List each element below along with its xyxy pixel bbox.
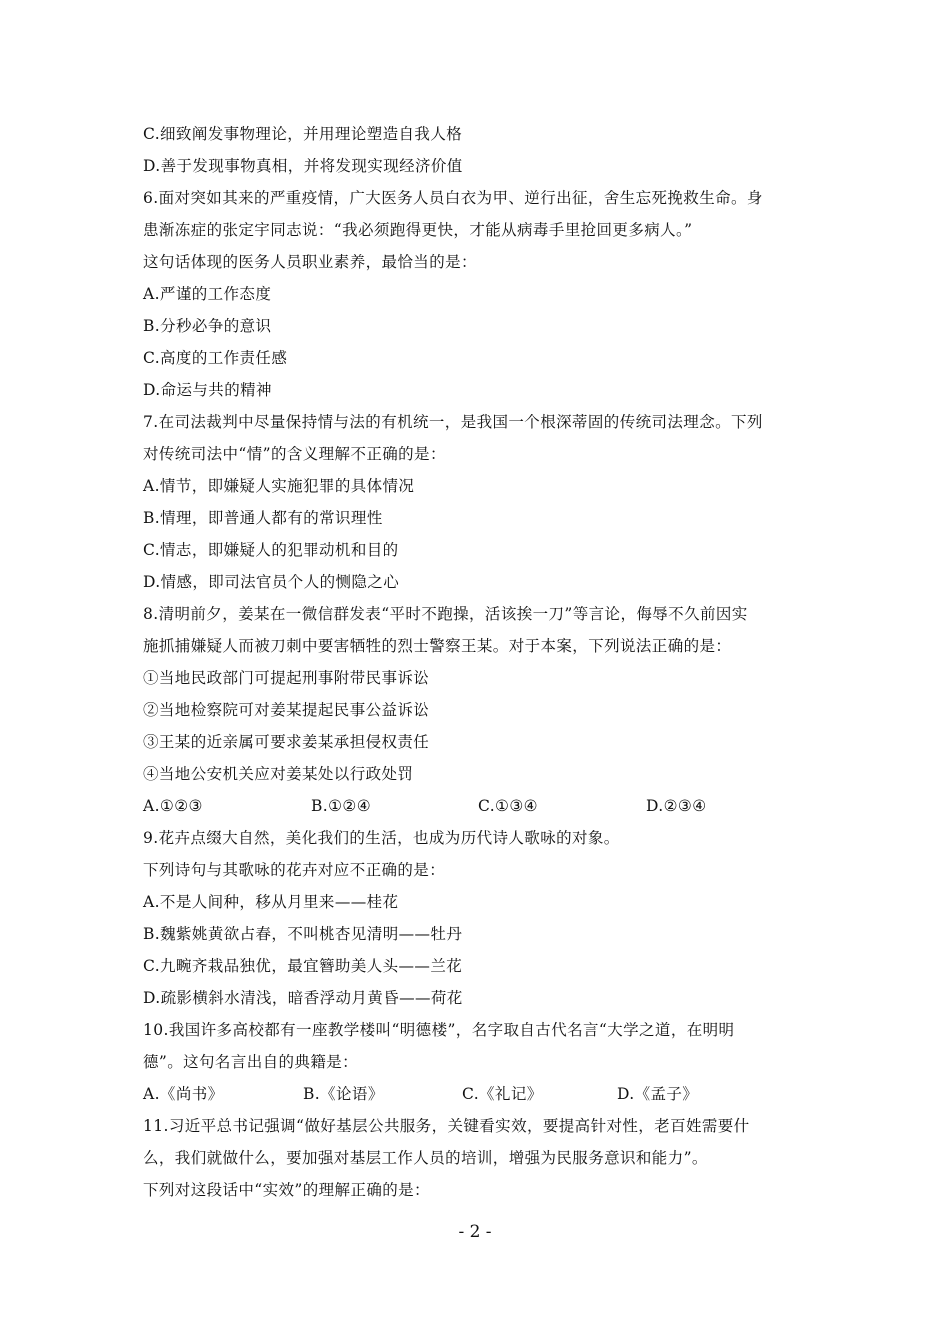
text-line: 对传统司法中“情”的含义理解不正确的是： bbox=[143, 445, 446, 463]
page-number: - 2 - bbox=[458, 1222, 492, 1242]
option-a: A.《尚书》 bbox=[143, 1085, 224, 1103]
option-b: B.①②④ bbox=[311, 797, 372, 815]
text-line: C.细致阐发事物理论，并用理论塑造自我人格 bbox=[143, 125, 463, 143]
text-line: 下列诗句与其歌咏的花卉对应不正确的是： bbox=[143, 861, 446, 879]
question-8-options bbox=[0, 790, 950, 822]
option-line: D.疏影横斜水清浅，暗香浮动月黄昏——荷花 bbox=[143, 989, 463, 1007]
option-line: B.魏紫姚黄欲占春，不叫桃杏见清明——牡丹 bbox=[143, 925, 463, 943]
option-line: B.分秒必争的意识 bbox=[143, 317, 272, 335]
option-c: C.①③④ bbox=[478, 797, 538, 815]
question-7-stem: 7.在司法裁判中尽量保持情与法的有机统一，是我国一个根深蒂固的传统司法理念。下列 bbox=[143, 413, 763, 431]
option-line: D.情感，即司法官员个人的恻隐之心 bbox=[143, 573, 400, 591]
question-10-stem: 10.我国许多高校都有一座教学楼叫“明德楼”，名字取自古代名言“大学之道，在明明 bbox=[143, 1021, 735, 1039]
statement-line: ①当地民政部门可提起刑事附带民事诉讼 bbox=[143, 669, 430, 687]
option-d: D.《孟子》 bbox=[617, 1085, 699, 1103]
question-11-stem: 11.习近平总书记强调“做好基层公共服务，关键看实效，要提高针对性，老百姓需要什 bbox=[143, 1117, 750, 1135]
option-line: D.命运与共的精神 bbox=[143, 381, 272, 399]
text-line: 下列对这段话中“实效”的理解正确的是： bbox=[143, 1181, 430, 1199]
text-line: 施抓捕嫌疑人而被刀刺中要害牺牲的烈士警察王某。对于本案，下列说法正确的是： bbox=[143, 637, 732, 655]
option-c: C.《礼记》 bbox=[462, 1085, 543, 1103]
option-line: A.不是人间种，移从月里来——桂花 bbox=[143, 893, 399, 911]
question-9-stem: 9.花卉点缀大自然，美化我们的生活，也成为历代诗人歌咏的对象。 bbox=[143, 829, 620, 847]
question-10-options bbox=[0, 1078, 950, 1110]
text-line: 这句话体现的医务人员职业素养，最恰当的是： bbox=[143, 253, 477, 271]
option-d: D.②③④ bbox=[646, 797, 707, 815]
option-line: B.情理，即普通人都有的常识理性 bbox=[143, 509, 383, 527]
statement-line: ②当地检察院可对姜某提起民事公益诉讼 bbox=[143, 701, 430, 719]
statement-line: ④当地公安机关应对姜某处以行政处罚 bbox=[143, 765, 414, 783]
question-8-stem: 8.清明前夕，姜某在一微信群发表“平时不跑操，活该挨一刀”等言论，侮辱不久前因实 bbox=[143, 605, 748, 623]
statement-line: ③王某的近亲属可要求姜某承担侵权责任 bbox=[143, 733, 430, 751]
option-line: A.情节，即嫌疑人实施犯罪的具体情况 bbox=[143, 477, 415, 495]
text-line: D.善于发现事物真相，并将发现实现经济价值 bbox=[143, 157, 463, 175]
option-b: B.《论语》 bbox=[303, 1085, 384, 1103]
option-line: A.严谨的工作态度 bbox=[143, 285, 272, 303]
option-line: C.情志，即嫌疑人的犯罪动机和目的 bbox=[143, 541, 399, 559]
option-line: C.高度的工作责任感 bbox=[143, 349, 288, 367]
text-line: 患渐冻症的张定宇同志说：“我必须跑得更快，才能从病毒手里抢回更多病人。” bbox=[143, 221, 693, 239]
text-line: 么，我们就做什么，要加强对基层工作人员的培训，增强为民服务意识和能力”。 bbox=[143, 1149, 708, 1167]
option-a: A.①②③ bbox=[143, 797, 203, 815]
option-line: C.九畹齐栽品独优，最宜簪助美人头——兰花 bbox=[143, 957, 463, 975]
question-6-stem: 6.面对突如其来的严重疫情，广大医务人员白衣为甲、逆行出征，舍生忘死挽救生命。身 bbox=[143, 189, 763, 207]
text-line: 德”。这句名言出自的典籍是： bbox=[143, 1053, 359, 1071]
